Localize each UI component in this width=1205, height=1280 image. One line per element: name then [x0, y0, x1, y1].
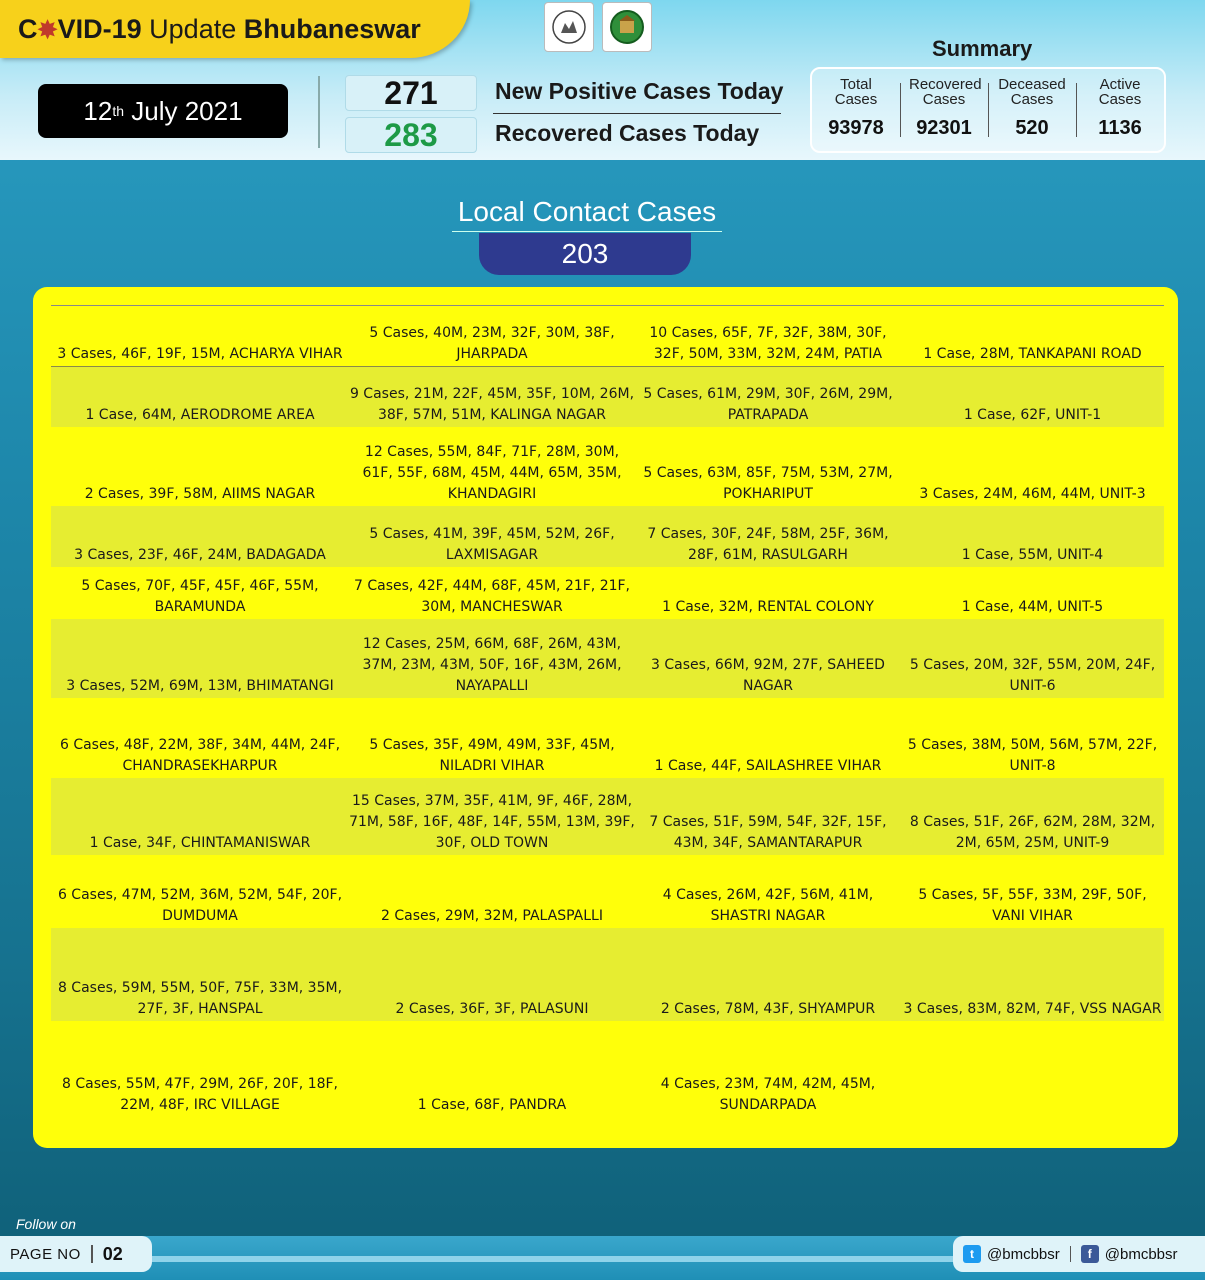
- table-row: [51, 567, 1164, 619]
- summary-label: Active Cases: [1098, 76, 1142, 108]
- table-cell: 1 Case, 28M, TANKAPANI ROAD: [923, 346, 1142, 362]
- summary-title: Summary: [932, 36, 1033, 61]
- header-divider: [318, 76, 320, 148]
- table-cell: 8 Cases, 59M, 55M, 50F, 75F, 33M, 35M, 27F, 3F, HANSPAL: [57, 980, 343, 1017]
- table-cell: 4 Cases, 26M, 42F, 56M, 41M, SHASTRI NAGAR: [662, 887, 874, 924]
- summary-recovered: [900, 69, 988, 151]
- table-cell: 4 Cases, 23M, 74M, 42M, 45M, SUNDARPADA: [660, 1076, 876, 1113]
- table-cell: [901, 1021, 1164, 1117]
- page-number-label: PAGE NO: [10, 1245, 81, 1263]
- facebook-icon[interactable]: f: [1081, 1245, 1099, 1263]
- table-cell: 9 Cases, 21M, 22F, 45M, 35F, 10M, 26M, 38F, 57M, 51M, KALINGA NAGAR: [349, 386, 635, 423]
- table-cell: 1 Case, 62F, UNIT-1: [963, 407, 1102, 423]
- table-cell: 15 Cases, 37M, 35F, 41M, 9F, 46F, 28M, 71M, 58F, 16F, 48F, 14F, 55M, 13M, 39F, 30F, OLD TOWN: [349, 793, 635, 851]
- table-cell: 5 Cases, 41M, 39F, 45M, 52M, 26F, LAXMISAGAR: [369, 526, 615, 563]
- table-cell: 1 Case, 55M, UNIT-4: [961, 547, 1104, 563]
- summary-box: [810, 67, 1166, 153]
- table-row: [51, 619, 1164, 698]
- title-banner: [0, 0, 470, 58]
- date-rest: July 2021: [131, 95, 243, 126]
- bmc-logo: [602, 2, 652, 52]
- page-title: [18, 14, 421, 45]
- table-cell: 1 Case, 44F, SAILASHREE VIHAR: [654, 758, 882, 774]
- social-divider: [1070, 1246, 1071, 1262]
- title-city: Bhubaneswar: [243, 14, 421, 44]
- page-number: 02: [102, 1243, 123, 1264]
- date-day: 12: [83, 95, 113, 126]
- table-cell: 7 Cases, 42F, 44M, 68F, 45M, 21F, 21F, 30M, MANCHESWAR: [353, 578, 631, 615]
- table-cell: 7 Cases, 30F, 24F, 58M, 25F, 36M, 28F, 61M, RASULGARH: [647, 526, 889, 563]
- summary-value: 93978: [828, 117, 884, 139]
- table-cell: 6 Cases, 47M, 52M, 36M, 52M, 54F, 20F, DUMDUMA: [57, 887, 343, 924]
- bmc-emblem-icon: [609, 9, 645, 45]
- page-number-divider: [91, 1245, 93, 1263]
- table-cell: 5 Cases, 40M, 23M, 32F, 30M, 38F, JHARPADA: [369, 325, 615, 362]
- table-row: [51, 366, 1164, 427]
- virus-icon: ✸: [37, 17, 58, 44]
- table-row: [51, 306, 1164, 366]
- table-cell: 1 Case, 44M, UNIT-5: [961, 599, 1104, 615]
- table-cell: 3 Cases, 52M, 69M, 13M, BHIMATANGI: [66, 678, 334, 694]
- table-row: [51, 427, 1164, 506]
- table-cell: 3 Cases, 66M, 92M, 27F, SAHEED NAGAR: [651, 657, 885, 694]
- table-row: [51, 698, 1164, 778]
- summary-deceased: [988, 69, 1076, 151]
- follow-label: Follow on: [16, 1216, 76, 1232]
- table-row: [51, 506, 1164, 567]
- summary-total: [812, 69, 900, 151]
- table-cell: 3 Cases, 24M, 46M, 44M, UNIT-3: [919, 486, 1146, 502]
- summary-value: 1136: [1098, 117, 1142, 139]
- date-badge: [38, 84, 288, 138]
- table-row: [51, 778, 1164, 855]
- table-cell: 2 Cases, 29M, 32M, PALASPALLI: [381, 908, 603, 924]
- new-cases-value: 271: [345, 75, 477, 111]
- table-cell: 1 Case, 32M, RENTAL COLONY: [662, 599, 874, 615]
- summary-active: [1076, 69, 1164, 151]
- table-cell: 3 Cases, 23F, 46F, 24M, BADAGADA: [74, 547, 326, 563]
- table-row: [51, 855, 1164, 928]
- cases-table: [33, 287, 1178, 1148]
- table-cell: 12 Cases, 55M, 84F, 71F, 28M, 30M, 61F, 55F, 68M, 45M, 44M, 65M, 35M, KHANDAGIRI: [362, 444, 622, 502]
- table-cell: 2 Cases, 36F, 3F, PALASUNI: [395, 1001, 589, 1017]
- twitter-handle[interactable]: @bmcbbsr: [987, 1245, 1060, 1263]
- table-cell: 2 Cases, 39F, 58M, AIIMS NAGAR: [84, 486, 316, 502]
- table-cell: 12 Cases, 25M, 66M, 68F, 26M, 43M, 37M, 23M, 43M, 50F, 16F, 43M, 26M, NAYAPALLI: [362, 636, 622, 694]
- emblem-icon: [551, 9, 587, 45]
- recovered-today-value: 283: [345, 117, 477, 153]
- summary-label: Recovered Cases: [909, 76, 982, 108]
- summary-label: Deceased Cases: [998, 76, 1066, 108]
- title-c: C: [18, 14, 38, 44]
- local-contact-underline: [452, 231, 722, 232]
- table-cell: 8 Cases, 55M, 47F, 29M, 26F, 20F, 18F, 22M, 48F, IRC VILLAGE: [61, 1076, 339, 1113]
- table-cell: 6 Cases, 48F, 22M, 38F, 34M, 44M, 24F, CHANDRASEKHARPUR: [59, 737, 341, 774]
- local-contact-title: Local Contact Cases: [457, 196, 717, 227]
- twitter-icon[interactable]: t: [963, 1245, 981, 1263]
- summary-label: Total Cases: [834, 76, 878, 108]
- table-cell: 5 Cases, 70F, 45F, 45F, 46F, 55M, BARAMUNDA: [81, 578, 319, 615]
- table-row: [51, 1021, 1164, 1117]
- summary-value: 92301: [916, 117, 972, 139]
- table-cell: 3 Cases, 83M, 82M, 74F, VSS NAGAR: [903, 1001, 1162, 1017]
- table-cell: 1 Case, 34F, CHINTAMANISWAR: [89, 835, 311, 851]
- table-cell: 5 Cases, 63M, 85F, 75M, 53M, 27M, POKHARIPUT: [643, 465, 893, 502]
- table-cell: 10 Cases, 65F, 7F, 32F, 38M, 30F, 32F, 50M, 33M, 32M, 24M, PATIA: [649, 325, 887, 362]
- table-cell: 5 Cases, 38M, 50M, 56M, 57M, 22F, UNIT-8: [907, 737, 1158, 774]
- local-contact-count: 203: [479, 233, 691, 275]
- date-suffix: th: [112, 103, 125, 119]
- new-cases-label: New Positive Cases Today: [495, 78, 784, 104]
- table-cell: 5 Cases, 61M, 29M, 30F, 26M, 29M, PATRAPADA: [643, 386, 893, 423]
- title-covid: VID-19: [57, 14, 142, 44]
- table-cell: 3 Cases, 46F, 19F, 15M, ACHARYA VIHAR: [57, 346, 343, 362]
- social-handles: [953, 1236, 1205, 1272]
- table-cell: 5 Cases, 5F, 55F, 33M, 29F, 50F, VANI VIHAR: [918, 887, 1147, 924]
- table-row: [51, 928, 1164, 1021]
- recovered-today-label: Recovered Cases Today: [495, 120, 760, 146]
- table-cell: 1 Case, 64M, AERODROME AREA: [85, 407, 315, 423]
- table-cell: 8 Cases, 51F, 26F, 62M, 28M, 32M, 2M, 65M, 25M, UNIT-9: [909, 814, 1156, 851]
- odisha-emblem-logo: [544, 2, 594, 52]
- footer-line: [150, 1256, 970, 1262]
- page-number-badge: [0, 1236, 152, 1272]
- cases-divider: [493, 113, 781, 114]
- table-cell: 1 Case, 68F, PANDRA: [417, 1097, 567, 1113]
- table-cell: 5 Cases, 20M, 32F, 55M, 20M, 24F, UNIT-6: [909, 657, 1156, 694]
- table-cell: 7 Cases, 51F, 59M, 54F, 32F, 15F, 43M, 34F, SAMANTARAPUR: [649, 814, 887, 851]
- facebook-handle[interactable]: @bmcbbsr: [1104, 1245, 1178, 1263]
- summary-value: 520: [1015, 117, 1049, 139]
- table-cell: 2 Cases, 78M, 43F, SHYAMPUR: [660, 1001, 876, 1017]
- title-update: Update: [149, 14, 237, 44]
- table-cell: 5 Cases, 35F, 49M, 49M, 33F, 45M, NILADRI VIHAR: [369, 737, 615, 774]
